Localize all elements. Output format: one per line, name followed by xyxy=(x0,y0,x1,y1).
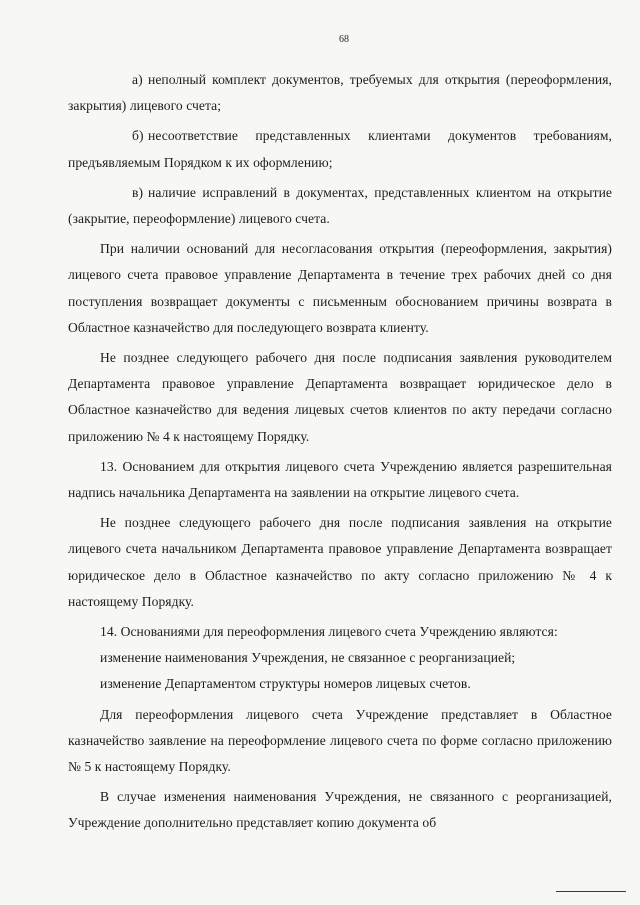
paragraph-section-13: 13. Основанием для открытия лицевого счета Учреждению является разрешительная надпись начальника Департамента на заявлении на открытие лицевого счета. xyxy=(68,458,612,501)
paragraph-section-14: 14. Основаниями для переоформления лицевого счета Учреждению являются: xyxy=(100,624,558,640)
list-marker-v: в) xyxy=(132,184,144,200)
paragraph-reissue-application: Для переоформления лицевого счета Учреждение представляет в Областное казначейство заявление на переоформление лицевого счета по форме согласно приложению № 5 к настоящему Порядку. xyxy=(68,706,612,775)
list-marker-a: а) xyxy=(132,72,143,87)
paragraph-return-after-opening: Не позднее следующего рабочего дня после подписания заявления на открытие лицевого счета начальником Департамента правовое управление Департамента возвращает юридическое дело в Областное казначейство по акту согласно приложению № 4 к настоящему Порядку. xyxy=(68,515,612,609)
bottom-divider xyxy=(556,891,626,892)
list-text-a: неполный комплект документов, требуемых для открытия (переоформления, закрытия) лицевого счета; xyxy=(68,72,612,114)
list-item-b xyxy=(68,123,612,175)
paragraph-refusal-grounds: При наличии оснований для несогласования открытия (переоформления, закрытия) лицевого счета правовое управление Департамента в течение трех рабочих дней со дня поступления возвращает документы с письменным обоснованием причины возврата в Областное казначейство для последующего возврата клиенту. xyxy=(68,241,612,335)
list-text-b: несоответствие представленных клиентами документов требованиям, предъявляемым Порядком к их оформлению; xyxy=(68,128,612,170)
list-text-v: наличие исправлений в документах, представленных клиентом на открытие (закрытие, переоформление) лицевого счета. xyxy=(68,184,612,227)
page-number: 68 xyxy=(339,34,349,45)
list-marker-b: б) xyxy=(132,128,144,144)
paragraph-structure-change: изменение Департаментом структуры номеров лицевых счетов. xyxy=(100,676,471,692)
list-item-a xyxy=(68,67,612,119)
paragraph-name-change: изменение наименования Учреждения, не связанное с реорганизацией; xyxy=(100,650,516,666)
paragraph-name-change-documents: В случае изменения наименования Учреждения, не связанного с реорганизацией, Учреждение дополнительно представляет копию документа об xyxy=(68,789,612,831)
list-item-v xyxy=(68,180,612,232)
paragraph-return-after-signing: Не позднее следующего рабочего дня после подписания заявления руководителем Департамента правовое управление Департамента возвращает юридическое дело в Областное казначейство для ведения лицевых счетов клиентов по акту передачи согласно приложению № 4 к настоящему Порядку. xyxy=(68,350,612,444)
